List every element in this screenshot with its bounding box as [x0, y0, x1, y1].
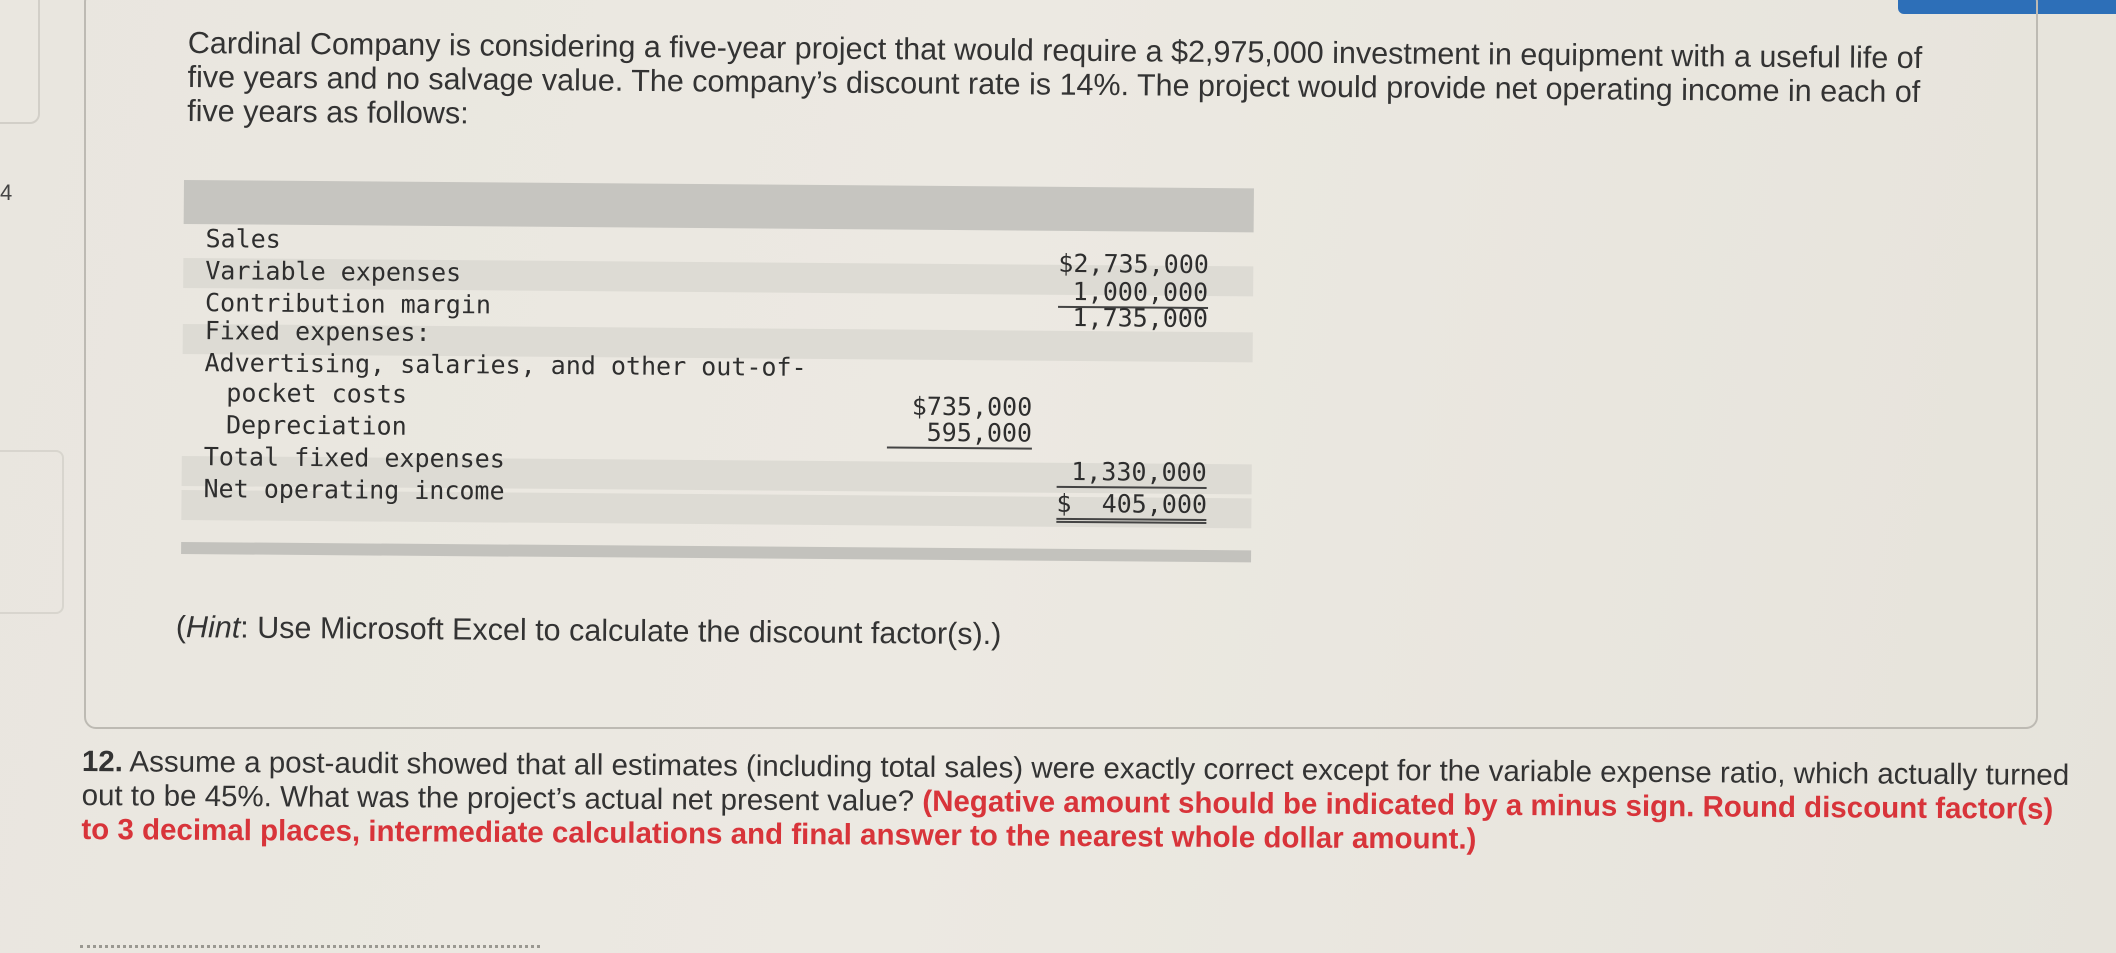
row-label: Depreciation	[225, 410, 407, 441]
question-instruction: (Negative amount should be indicated by a minus sign. Round discount factor(s) to 3 decimal places, intermediate calculations and final answer to the nearest whole dollar amount.)	[81, 784, 2054, 856]
hint-italic: Hint	[185, 610, 241, 645]
row-label: Net operating income	[203, 474, 505, 506]
row-label: Contribution margin	[204, 288, 492, 320]
table-footer-bar	[181, 542, 1251, 562]
problem-intro: Cardinal Company is considering a five-year project that would require a $2,975,000 investment in equipment with a useful life of five years and no salvage value. The company’s discount rate is 14%. The project would provide net operating income in each of five years as follows:	[187, 26, 1923, 131]
variable-expenses-value: 1,000,000	[1058, 277, 1208, 309]
out-of-pocket-value: $735,000	[911, 391, 1033, 422]
income-statement-table	[181, 180, 1254, 573]
row-label: Sales	[205, 224, 281, 254]
hint-text: (Hint: Use Microsoft Excel to calculate the discount factor(s).)	[175, 610, 1002, 652]
answer-area-edge	[80, 945, 540, 948]
question-text: Assume a post-audit showed that all estimates (including total sales) were exactly correct except for the variable expense ratio, which actually turned out to be 45%. What was the project’s actual net present value?	[81, 745, 2070, 818]
row-label: Variable expenses	[205, 256, 462, 288]
row-label: pocket costs	[226, 378, 408, 409]
sales-value: $2,735,000	[1058, 248, 1209, 280]
net-operating-income-value: $ 405,000	[1056, 489, 1206, 524]
total-fixed-value: 1,330,000	[1057, 457, 1207, 489]
question-number: 12.	[81, 745, 124, 779]
side-question-number: 4	[0, 180, 13, 205]
row-label: Total fixed expenses	[203, 442, 505, 474]
left-panel-edge	[0, 0, 40, 124]
row-label: Fixed expenses:	[204, 316, 431, 347]
left-panel-edge-lower	[0, 450, 64, 614]
row-label: Advertising, salaries, and other out-of-	[204, 348, 807, 382]
contribution-margin-value: 1,735,000	[1072, 302, 1209, 334]
question-12	[81, 745, 2072, 861]
depreciation-value: 595,000	[887, 418, 1032, 450]
